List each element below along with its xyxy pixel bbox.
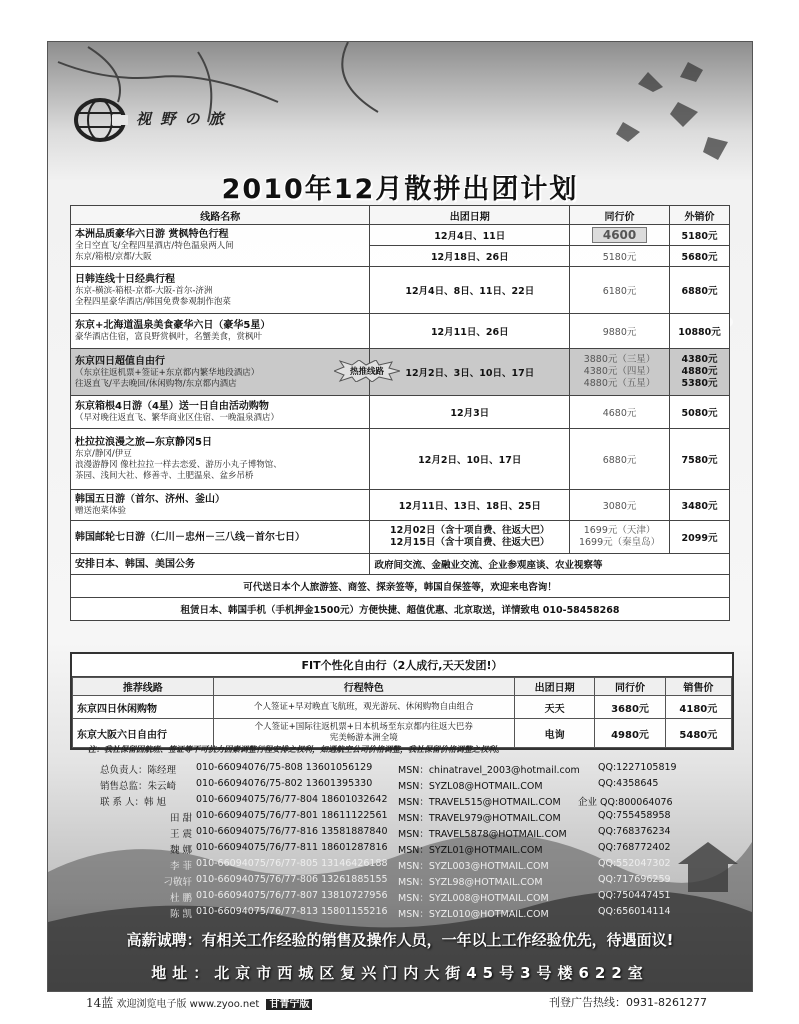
peer-price: 6880元 xyxy=(570,429,670,490)
contact-row xyxy=(100,874,740,890)
contact-phone: 010-66094075/76/77-807 13810727956 xyxy=(196,890,388,901)
contact-qq: QQ:552047302 xyxy=(598,858,671,869)
route-desc: 浪漫游静冈 像杜拉拉一样去恋爱、游历小丸子博物馆、 xyxy=(75,460,282,470)
fit-col-retail: 销售价 xyxy=(665,678,731,696)
peer-price: 9880元 xyxy=(570,314,670,349)
peer-price: 3080元 xyxy=(570,490,670,521)
route-desc: （早对晚往返直飞、繁华商业区住宿、一晚温泉酒店） xyxy=(75,413,280,423)
contact-row xyxy=(100,906,740,922)
contact-msn: MSN：TRAVEL5878@HOTMAIL.COM xyxy=(398,829,567,840)
page-number: 14 xyxy=(86,996,102,1010)
fit-route-name: 东京大阪六日自由行 xyxy=(73,719,214,748)
contact-role: 王 震 xyxy=(169,829,192,840)
route-name: 东京箱根4日游（4星）送一日自由活动购物 xyxy=(75,401,269,412)
fit-col-feature: 行程特色 xyxy=(213,678,514,696)
route-name: 日韩连线十日经典行程 xyxy=(75,273,175,285)
depart-dates: 12月4日、11日 xyxy=(370,225,570,246)
contact-role: 联 系 人：韩 旭 xyxy=(100,797,167,808)
fit-table xyxy=(72,677,732,748)
retail-price: 5180元 xyxy=(670,225,730,246)
fit-title: FIT个性化自由行（2人成行,天天发团!） xyxy=(72,654,732,677)
contact-phone: 010-66094075/76/77-806 13261885155 xyxy=(196,874,388,885)
contact-role: 总负责人：陈经理 xyxy=(100,765,177,776)
route-name: 东京+北海道温泉美食豪华六日（豪华5星） xyxy=(75,320,271,331)
recruitment-banner: 高薪诚聘：有相关工作经验的销售及操作人员，一年以上工作经验优先，待遇面议! xyxy=(126,931,674,949)
route-name: 本洲品质豪华六日游 赏枫特色行程 xyxy=(75,229,229,240)
route-cell xyxy=(71,490,370,521)
magazine-brand-glyph: 蓝 xyxy=(101,996,114,1010)
contact-msn: MSN：SYZL008@HOTMAIL.COM xyxy=(398,893,549,904)
fit-peer-price: 4980元 xyxy=(595,719,665,748)
contact-qq: 企业 QQ:800064076 xyxy=(578,797,673,808)
route-cell xyxy=(71,267,370,314)
table-row xyxy=(71,554,730,575)
contact-qq: QQ:1227105819 xyxy=(598,762,677,773)
contact-msn: MSN：SYZL01@HOTMAIL.COM xyxy=(398,845,543,856)
fit-table-header xyxy=(73,678,732,696)
contact-role: 杜 鹏 xyxy=(169,893,192,904)
peer-price xyxy=(570,225,670,246)
contact-qq: QQ:768772402 xyxy=(598,842,671,853)
peer-price-qinhuangdao: 1699元（秦皇岛） xyxy=(578,537,661,548)
ad-hotline: 刊登广告热线：0931-8261277 xyxy=(549,996,707,1009)
retail-price: 5080元 xyxy=(670,396,730,429)
depart-dates: 12月2日、10日、17日 xyxy=(370,429,570,490)
depart-dates: 12月3日 xyxy=(370,396,570,429)
route-desc: 往返直飞/平去晚回/休闲购物/东京都内酒店 xyxy=(75,378,237,389)
col-header-peer-price: 同行价 xyxy=(570,206,670,225)
page-title: 2010年12月散拼出团计划 xyxy=(221,174,579,205)
depart-date-line: 12月15日（含十项自费、往返大巴） xyxy=(390,537,550,548)
peer-price: 6180元 xyxy=(570,267,670,314)
depart-dates: 12月4日、8日、11日、22日 xyxy=(370,267,570,314)
visa-service-line: 可代送日本个人旅游签、商签、探亲签等，韩国自保签等，欢迎来电咨询！ xyxy=(71,575,730,598)
contact-qq: QQ:768376234 xyxy=(598,826,671,837)
contact-list xyxy=(100,762,740,922)
table-row xyxy=(71,521,730,554)
depart-dates: 12月2日、3日、10日、17日 xyxy=(370,349,570,396)
route-name: 杜拉拉浪漫之旅—东京静冈5日 xyxy=(75,437,212,448)
retail-price-3star: 4380元 xyxy=(681,354,718,365)
contact-row xyxy=(100,762,740,778)
retail-price: 5680元 xyxy=(670,246,730,267)
contact-role: 魏 娜 xyxy=(169,845,192,856)
brand-logo-text: 视 野 の 旅 xyxy=(136,110,226,128)
route-cell xyxy=(71,314,370,349)
fit-row xyxy=(73,696,732,719)
contact-qq: QQ:656014114 xyxy=(598,906,671,917)
contact-msn: MSN：chinatravel_2003@hotmail.com xyxy=(398,765,580,776)
route-desc: （东京往返机票+签证+东京都内繁华地段酒店） xyxy=(75,367,260,378)
peer-price-tianjin: 1699元（天津） xyxy=(583,525,656,536)
route-desc: 东京/静冈/伊豆 xyxy=(75,449,132,459)
retail-price: 6880元 xyxy=(670,267,730,314)
business-exchange-items: 政府间交流、金融业交流、企业参观座谈、农业视察等 xyxy=(370,554,730,575)
route-cell xyxy=(71,225,370,267)
route-desc: 茶园、浅间大社、修善寺、土肥温泉、盆乡吊桥 xyxy=(75,471,254,481)
contact-qq: QQ:717696259 xyxy=(598,874,671,885)
route-cell xyxy=(71,521,370,554)
depart-dates: 12月11日、26日 xyxy=(370,314,570,349)
fit-feature: 个人签证+早对晚直飞航班，观光游玩、休闲购物自由组合 xyxy=(213,696,514,719)
contact-row xyxy=(100,842,740,858)
fit-date: 电询 xyxy=(514,719,594,748)
route-desc: 东京-横滨-箱根-京都-大阪-首尔-济洲 xyxy=(75,285,213,296)
route-name: 东京四日超值自由行 xyxy=(75,355,165,367)
ad-page xyxy=(47,41,753,992)
table-footer-row xyxy=(71,598,730,621)
contact-msn: MSN：TRAVEL515@HOTMAIL.COM xyxy=(398,797,561,808)
fit-feature-line: 个人签证+国际往返机票+日本机场至东京都内往返大巴券 xyxy=(254,722,473,732)
route-desc: 全程四星豪华酒店/韩国免费参观制作泡菜 xyxy=(75,296,231,307)
fit-col-peer: 同行价 xyxy=(595,678,665,696)
fit-retail-price: 4180元 xyxy=(665,696,731,719)
route-desc: 豪华酒店住宿，富良野赏枫叶，名蟹美食，赏枫叶 xyxy=(75,332,263,342)
fit-section xyxy=(70,652,734,750)
table-row-highlighted xyxy=(71,349,730,396)
retail-price-5star: 5380元 xyxy=(681,378,718,389)
retail-price: 2099元 xyxy=(670,521,730,554)
peer-price xyxy=(570,521,670,554)
peer-price: 5180元 xyxy=(570,246,670,267)
contact-qq: QQ:755458958 xyxy=(598,810,671,821)
retail-price: 10880元 xyxy=(670,314,730,349)
contact-row xyxy=(100,826,740,842)
peer-price-5star: 4880元（五星） xyxy=(583,378,656,389)
contact-msn: MSN：SYZL98@HOTMAIL.COM xyxy=(398,877,543,888)
retail-price: 3480元 xyxy=(670,490,730,521)
contact-phone: 010-66094076/75-802 13601395330 xyxy=(196,778,373,789)
contact-phone: 010-66094075/76/77-804 18601032642 xyxy=(196,794,388,805)
peer-price-4star: 4380元（四星） xyxy=(583,366,656,377)
contact-role: 陈 凯 xyxy=(169,909,192,920)
fit-feature-line: 宪美畅游本洲全境 xyxy=(329,733,398,743)
phone-rental-line: 租赁日本、韩国手机（手机押金1500元）方便快捷、超值优惠、北京取送，详情致电 010-58458268 xyxy=(71,598,730,621)
depart-dates: 12月18日、26日 xyxy=(370,246,570,267)
peer-price-3star: 3880元（三星） xyxy=(583,354,656,365)
depart-dates: 12月11日、13日、18日、25日 xyxy=(370,490,570,521)
contact-role: 销售总监：朱云崎 xyxy=(100,781,177,792)
route-desc: 赠送泡菜体验 xyxy=(75,506,127,516)
retail-price: 7580元 xyxy=(670,429,730,490)
contact-row xyxy=(100,890,740,906)
hot-route-star-badge xyxy=(334,360,400,382)
route-desc: 全日空直飞/全程四星酒店/特色温泉两人间 xyxy=(75,241,234,251)
contact-phone: 010-66094076/75-808 13601056129 xyxy=(196,762,373,773)
route-cell xyxy=(71,554,370,575)
contact-qq: QQ:4358645 xyxy=(598,778,659,789)
contact-role: 李 菲 xyxy=(169,861,192,872)
retail-price-4star: 4880元 xyxy=(681,366,718,377)
fit-peer-price: 3680元 xyxy=(595,696,665,719)
route-name: 韩国邮轮七日游（仁川－忠州－三八线－首尔七日） xyxy=(75,531,305,543)
contact-msn: MSN：SYZL08@HOTMAIL.COM xyxy=(398,781,543,792)
route-name: 韩国五日游（首尔、济州、釜山） xyxy=(75,494,225,505)
table-row xyxy=(71,490,730,521)
edition-tag: 甘青宁版 xyxy=(266,999,312,1010)
fit-date: 天天 xyxy=(514,696,594,719)
contact-phone: 010-66094075/76/77-801 18611122561 xyxy=(196,810,388,821)
contact-msn: MSN：SYZL003@HOTMAIL.COM xyxy=(398,861,549,872)
depart-date-line: 12月02日（含十项自费、往返大巴） xyxy=(390,525,550,536)
fit-col-date: 出团日期 xyxy=(514,678,594,696)
contact-msn: MSN：TRAVEL979@HOTMAIL.COM xyxy=(398,813,561,824)
contact-row xyxy=(100,778,740,794)
disclaimer-note: 注：我社保留因航班、签证等不可抗力因素调整行程安排之权利，如遇航空公司价格调整，我社保留价格调整之权利。 xyxy=(88,745,504,754)
route-desc: 东京/箱根/京都/大阪 xyxy=(75,252,152,262)
fit-retail-price: 5480元 xyxy=(665,719,731,748)
peer-price: 4680元 xyxy=(570,396,670,429)
contact-phone: 010-66094075/76/77-805 13146426188 xyxy=(196,858,388,869)
contact-phone: 010-66094075/76/77-811 18601287816 xyxy=(196,842,388,853)
table-row xyxy=(71,314,730,349)
contact-qq: QQ:750447451 xyxy=(598,890,671,901)
contact-phone: 010-66094075/76/77-816 13581887840 xyxy=(196,826,388,837)
route-cell xyxy=(71,396,370,429)
retail-price xyxy=(670,349,730,396)
peer-price xyxy=(570,349,670,396)
table-footer-row xyxy=(71,575,730,598)
globe-logo-icon xyxy=(74,97,130,143)
contact-msn: MSN：SYZL010@HOTMAIL.COM xyxy=(398,909,549,920)
fit-route-name: 东京四日休闲购物 xyxy=(73,696,214,719)
route-table xyxy=(70,205,730,621)
col-header-route: 线路名称 xyxy=(71,206,370,225)
table-row xyxy=(71,396,730,429)
peer-price-badge: 4600 xyxy=(592,227,647,243)
contact-row xyxy=(100,794,740,810)
contact-row xyxy=(100,858,740,874)
route-table-header xyxy=(71,206,730,225)
contact-role: 田 甜 xyxy=(169,813,192,824)
col-header-dates: 出团日期 xyxy=(370,206,570,225)
route-cell xyxy=(71,429,370,490)
col-header-retail-price: 外销价 xyxy=(670,206,730,225)
contact-role: 刁敬轩 xyxy=(163,877,192,888)
contact-phone: 010-66094075/76/77-813 15801155216 xyxy=(196,906,388,917)
route-cell xyxy=(71,349,370,396)
hot-route-label: 热推线路 xyxy=(349,367,384,377)
page-footer-left xyxy=(86,994,312,1011)
table-row xyxy=(71,267,730,314)
site-text: 欢迎浏览电子版 www.zyoo.net xyxy=(116,999,260,1010)
contact-row xyxy=(100,810,740,826)
depart-dates xyxy=(370,521,570,554)
route-name: 安排日本、韩国、美国公务 xyxy=(75,558,195,570)
address-line: 地址：北京市西城区复兴门内大街45号3号楼622室 xyxy=(151,964,649,982)
table-row xyxy=(71,429,730,490)
fit-col-route: 推荐线路 xyxy=(73,678,214,696)
table-row xyxy=(71,225,730,246)
